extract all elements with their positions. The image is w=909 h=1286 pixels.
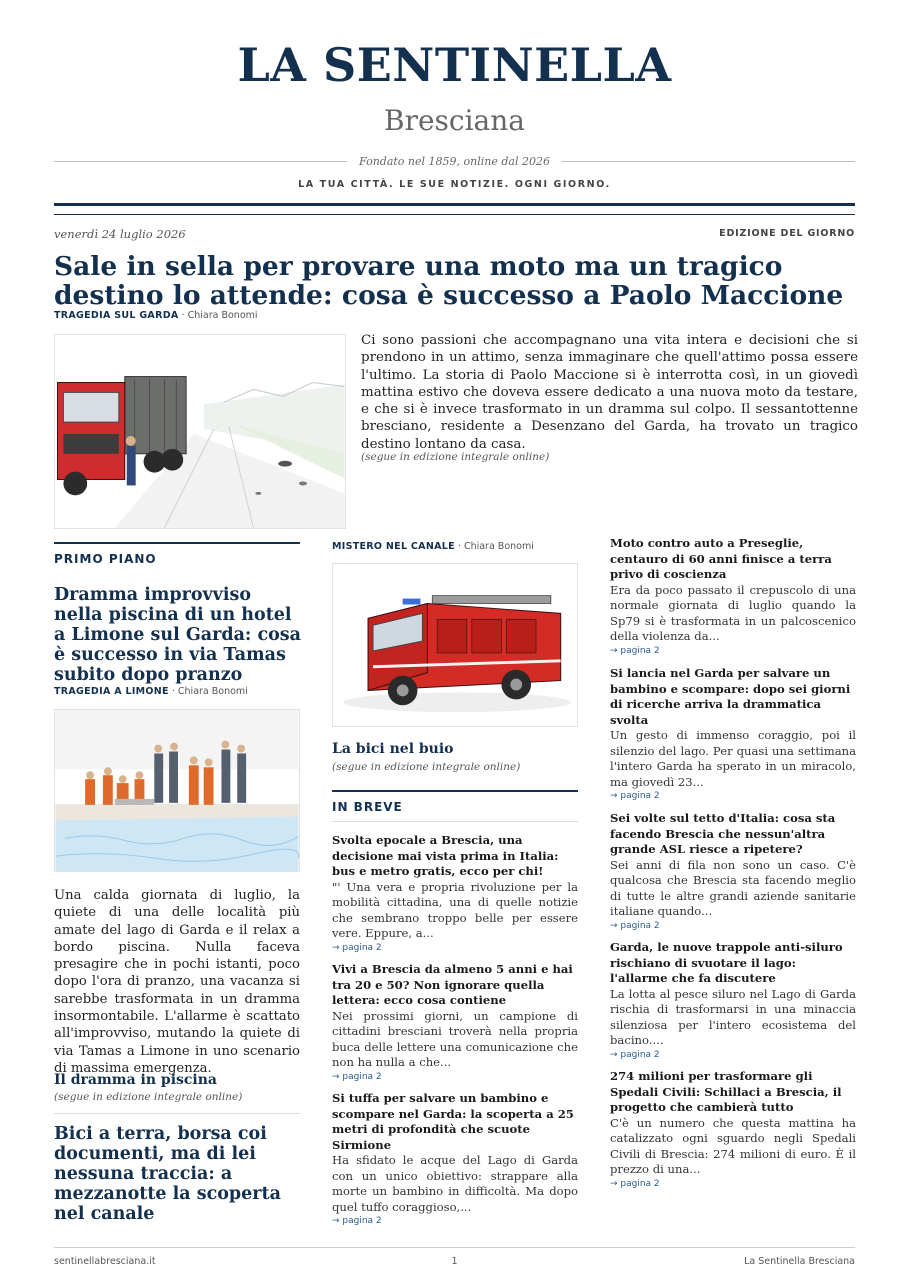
brief-title[interactable]: Vivi a Brescia da almeno 5 anni e hai tra 20 e 50? Non ignorare quella lettera: ecco cosa contiene <box>332 962 573 1007</box>
tagline: LA TUA CITTÀ. LE SUE NOTIZIE. OGNI GIORNO. <box>298 179 611 190</box>
brief-item[interactable] <box>332 962 578 1082</box>
fire-truck-illustration <box>333 564 577 726</box>
brief-text: "' Una vera e propria rivoluzione per la mobilità cittadina, una di quelle notizie che sembrano troppo belle per essere vere. Eppure, a... <box>332 879 578 940</box>
brief-text: Nei prossimi giorni, un campione di cittadini bresciani troverà nella propria buca delle lettere una comunicazione che non ha nulla a che... <box>332 1008 578 1069</box>
section-primo-piano: PRIMO PIANO <box>54 552 157 566</box>
primo-piano-subhead: Il dramma in piscina <box>54 1072 218 1088</box>
divider <box>562 161 855 162</box>
fire-truck-image[interactable] <box>332 563 578 727</box>
section-rule <box>54 542 300 544</box>
founded-text: Fondato nel 1859, online dal 2026 <box>359 154 550 168</box>
brief-item[interactable] <box>332 833 578 953</box>
news-title[interactable]: Si lancia nel Garda per salvare un bambino e scompare: dopo sei giorni di ricerche arriva la drammatica svolta <box>610 666 851 727</box>
news-item[interactable] <box>610 666 856 801</box>
lead-continued[interactable]: (segue in edizione integrale online) <box>361 451 550 463</box>
page-link[interactable]: → pagina 2 <box>332 942 382 953</box>
edition-label: EDIZIONE DEL GIORNO <box>719 228 855 239</box>
news-item[interactable] <box>610 536 856 656</box>
divider <box>332 821 578 822</box>
news-title[interactable]: Garda, le nuove trappole anti-siluro rischiano di svuotare il lago: l'allarme che fa discutere <box>610 940 843 985</box>
news-text: Un gesto di immenso coraggio, poi il silenzio del lago. Per quasi una settimana l'intero Garda ha sperato in un miracolo, ma giovedì 23... <box>610 728 856 789</box>
mistero-kicker: MISTERO NEL CANALE · Chiara Bonomi <box>332 541 534 552</box>
page-number: 1 <box>451 1256 458 1267</box>
footer-site-link[interactable]: sentinellabresciana.it <box>54 1256 156 1267</box>
kicker-label: TRAGEDIA SUL GARDA <box>54 310 179 321</box>
author: Chiara Bonomi <box>463 541 534 552</box>
primo-piano-continued[interactable]: (segue in edizione integrale online) <box>54 1091 243 1103</box>
news-text: La lotta al pesce siluro nel Lago di Garda rischia di trasformarsi in una minaccia silenziosa per l'intero ecosistema del bacino.... <box>610 986 856 1047</box>
primo-piano-headline[interactable]: Dramma improvviso nella piscina di un hotel a Limone sul Garda: cosa è successo in via Tamas subito dopo pranzo <box>54 585 301 685</box>
primo-piano-body: Una calda giornata di luglio, la quiete di una delle località più amate del lago di Garda e il relax a bordo piscina. Nulla faceva presagire che in pochi istanti, poco dopo l'ora di pranzo, una vacanza si sarebbe trasformata in un dramma insormontabile. L'allarme è scattato all'improvviso, mutando la quiete di via Tamas a Limone in uno scenario di massima emergenza. <box>54 888 300 1076</box>
section-in-breve: IN BREVE <box>332 800 403 814</box>
news-text: Era da poco passato il crepuscolo di una normale giornata di luglio quando la Sp79 si è trasformata in un palcoscenico della violenza da... <box>610 582 856 643</box>
author: Chiara Bonomi <box>187 310 258 321</box>
founded-row <box>54 152 855 170</box>
brief-title[interactable]: Si tuffa per salvare un bambino e scompare nel Garda: la scoperta a 25 metri di profondità che scuote Sirmione <box>332 1091 574 1152</box>
news-item[interactable] <box>610 1069 856 1189</box>
news-item[interactable] <box>610 811 856 931</box>
pool-image[interactable] <box>54 709 300 872</box>
page-link[interactable]: → pagina 2 <box>610 1178 660 1189</box>
page-link[interactable]: → pagina 2 <box>610 1049 660 1060</box>
masthead-subtitle: Bresciana <box>384 104 525 137</box>
lead-body: Ci sono passioni che accompagnano una vita intera e decisioni che si prendono in un attimo, senza immaginare che quell'attimo possa essere l'ultimo. La storia di Paolo Maccione si è interrotta così, in un giovedì mattina estivo che doveva essere dedicato a una nuova moto da testare, e che si è invece trasformato in un dramma sul colpo. Il sessantottenne bresciano, residente a Desenzano del Garda, ha trovato un tragico destino lontano da casa. <box>361 333 858 452</box>
news-text: C'è un numero che questa mattina ha catalizzato ogni sguardo negli Spedali Civili di Brescia: 274 milioni di euro. È il prezzo di una... <box>610 1115 856 1176</box>
masthead-rule-thin <box>54 214 855 215</box>
lead-headline[interactable]: Sale in sella per provare una moto ma un tragico destino lo attende: cosa è successo a Paolo Maccione <box>54 251 844 311</box>
news-title[interactable]: Moto contro auto a Preseglie, centauro di 60 anni finisce a terra privo di coscienza <box>610 536 832 581</box>
page-link[interactable]: → pagina 2 <box>332 1071 382 1082</box>
pool-rescue-illustration <box>55 710 299 871</box>
masthead-title: LA SENTINELLA <box>237 38 672 92</box>
issue-date: venerdì 24 luglio 2026 <box>54 227 186 241</box>
news-item[interactable] <box>610 940 856 1060</box>
news-title[interactable]: Sei volte sul tetto d'Italia: cosa sta facendo Brescia che nessun'altra grande ASL riesce a ripetere? <box>610 811 836 856</box>
lead-kicker: TRAGEDIA SUL GARDA · Chiara Bonomi <box>54 310 258 321</box>
page-link[interactable]: → pagina 2 <box>610 920 660 931</box>
page-link[interactable]: → pagina 2 <box>610 791 660 801</box>
divider <box>54 1113 300 1114</box>
truck-accident-illustration <box>55 335 345 528</box>
footer-rule <box>54 1247 855 1248</box>
news-text: Sei anni di fila non sono un caso. C'è qualcosa che Brescia sta facendo meglio di tutte le altre grandi aziende sanitarie italiane quando... <box>610 857 856 918</box>
news-title[interactable]: 274 milioni per trasformare gli Spedali Civili: Schillaci a Brescia, il progetto che cambierà tutto <box>610 1069 842 1114</box>
footer-brand: La Sentinella Bresciana <box>744 1256 855 1267</box>
divider <box>54 161 347 162</box>
masthead-rule <box>54 203 855 206</box>
brief-text: Ha sfidato le acque del Lago di Garda con un unico obiettivo: strappare alla morte un bambino in difficoltà. Ma dopo quel tuffo coraggioso,... <box>332 1153 578 1214</box>
lead-image[interactable] <box>54 334 346 529</box>
brief-item[interactable] <box>332 1091 578 1226</box>
page-link[interactable]: → pagina 2 <box>610 645 660 656</box>
brief-title[interactable]: Svolta epocale a Brescia, una decisione mai vista prima in Italia: bus e metro gratis, ecco per chi! <box>332 833 559 878</box>
kicker-label: MISTERO NEL CANALE <box>332 541 455 552</box>
mistero-continued[interactable]: (segue in edizione integrale online) <box>332 761 521 773</box>
primo-piano-kicker: TRAGEDIA A LIMONE · Chiara Bonomi <box>54 686 248 697</box>
kicker-label: TRAGEDIA A LIMONE <box>54 686 169 697</box>
author: Chiara Bonomi <box>177 686 248 697</box>
mistero-subhead: La bici nel buio <box>332 741 454 757</box>
section-rule <box>332 790 578 792</box>
page-link[interactable]: → pagina 2 <box>332 1216 382 1226</box>
bici-headline[interactable]: Bici a terra, borsa coi documenti, ma di lei nessuna traccia: a mezzanotte la scoperta nel canale <box>54 1124 281 1224</box>
